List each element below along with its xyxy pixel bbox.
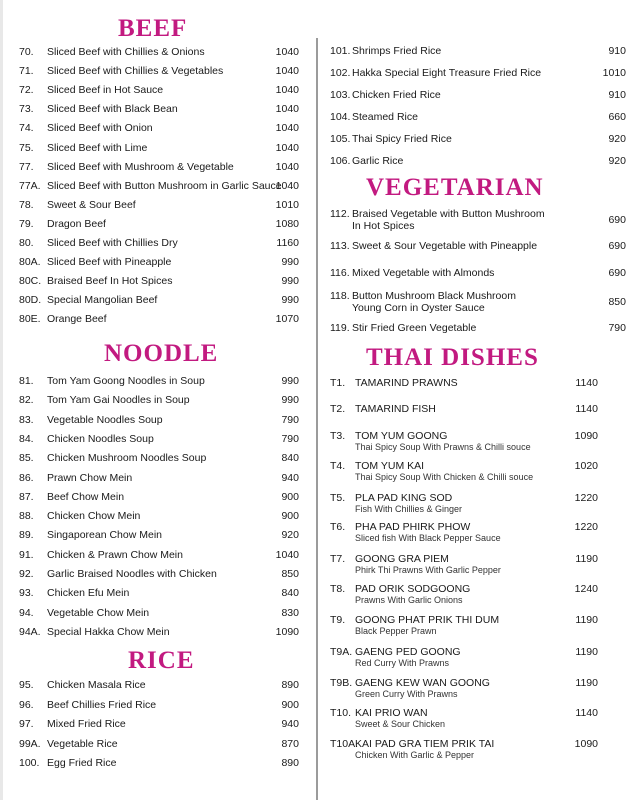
item-price: 1190	[575, 614, 598, 626]
item-number: 97.	[19, 718, 34, 730]
item-name: Hakka Special Eight Treasure Fried Rice	[352, 66, 542, 79]
item-name: Vegetable Rice	[47, 737, 118, 750]
item-number: 93.	[19, 587, 34, 600]
item-name: Beef Chow Mein	[47, 490, 125, 503]
item-number: 88.	[19, 510, 34, 523]
item-description: Sliced fish With Black Pepper Sauce	[355, 533, 501, 543]
item-name: Chicken Mushroom Noodles Soup	[47, 452, 207, 465]
item-name: Sliced Beef with Lime	[47, 141, 148, 154]
item-name: Braised Beef In Hot Spices	[47, 275, 173, 288]
item-price: 1140	[575, 707, 598, 719]
item-price: 910	[608, 45, 626, 57]
item-number: T7.	[330, 553, 346, 565]
item-price: 1040	[275, 160, 299, 173]
item-price: 1020	[574, 460, 598, 472]
item-number: 102.	[330, 66, 351, 79]
item-number: 78.	[19, 198, 34, 211]
item-number: T6.	[330, 521, 346, 533]
item-number: 80E.	[19, 313, 41, 326]
item-price: 990	[281, 394, 299, 407]
item-number: 70.	[19, 46, 34, 58]
item-name: Sliced Beef in Hot Sauce	[47, 84, 164, 97]
item-number: 92.	[19, 568, 34, 580]
item-number: 71.	[19, 65, 34, 78]
item-name: TOM YUM GOONG	[355, 430, 448, 442]
item-price: 1090	[275, 625, 299, 638]
item-price: 990	[281, 294, 299, 307]
item-number: 81.	[19, 375, 34, 387]
item-description: Phirk Thi Prawns With Garlic Pepper	[355, 565, 501, 575]
item-name: Special Hakka Chow Mein	[47, 625, 170, 638]
item-name: Chicken & Prawn Chow Mein	[47, 548, 183, 561]
item-price: 1220	[574, 492, 598, 504]
item-number: 79.	[19, 217, 34, 230]
item-price: 990	[281, 375, 299, 387]
item-price: 690	[608, 240, 626, 252]
item-number: 73.	[19, 103, 34, 116]
item-description: Red Curry With Prawns	[355, 658, 450, 668]
item-price: 990	[281, 275, 299, 288]
item-name: Shrimps Fried Rice	[352, 45, 442, 57]
item-price: 790	[281, 432, 299, 445]
item-price: 1190	[575, 646, 598, 658]
item-name: Sliced Beef with Chillies Dry	[47, 237, 178, 249]
item-name: Beef Chillies Fried Rice	[47, 698, 157, 711]
item-price: 690	[608, 214, 626, 226]
item-name-line2: In Hot Spices	[352, 220, 415, 232]
item-number: 101.	[330, 45, 351, 57]
item-number: 94.	[19, 606, 34, 619]
item-price: 790	[281, 413, 299, 426]
item-name: Chicken Chow Mein	[47, 510, 141, 523]
item-price: 1140	[575, 403, 598, 415]
item-number: 113.	[330, 240, 350, 252]
item-name: TAMARIND FISH	[355, 403, 436, 415]
item-name: Orange Beef	[47, 313, 107, 326]
item-price: 1090	[574, 430, 598, 442]
item-name: Sliced Beef with Chillies & Onions	[47, 46, 205, 58]
item-name: KAI PAD GRA TIEM PRIK TAI	[355, 738, 495, 750]
item-description: Prawns With Garlic Onions	[355, 595, 463, 605]
item-number: T8.	[330, 583, 346, 595]
item-price: 1040	[275, 548, 299, 561]
item-price: 1040	[275, 84, 299, 97]
item-name: Garlic Braised Noodles with Chicken	[47, 568, 217, 580]
item-name: Sweet & Sour Vegetable with Pineapple	[352, 240, 538, 252]
item-name: Egg Fried Rice	[47, 757, 117, 769]
item-price: 940	[281, 718, 299, 730]
item-description: Chicken With Garlic & Pepper	[355, 750, 475, 760]
item-price: 1040	[275, 179, 299, 192]
item-name-line2: Young Corn in Oyster Sauce	[352, 302, 485, 314]
item-number: T10.	[330, 707, 352, 719]
item-price: 990	[281, 256, 299, 269]
item-name: Sliced Beef with Pineapple	[47, 256, 172, 269]
item-price: 840	[281, 452, 299, 465]
item-price: 920	[281, 529, 299, 542]
item-name: Dragon Beef	[47, 217, 106, 230]
item-description: Thai Spicy Soup With Chicken & Chilli souce	[355, 472, 534, 482]
item-price: 850	[608, 296, 626, 308]
item-name: Mixed Vegetable with Almonds	[352, 267, 495, 279]
item-name: Chicken Efu Mein	[47, 587, 130, 600]
item-number: 116.	[330, 267, 350, 279]
section-title-thai: THAI DISHES	[366, 344, 539, 371]
item-name: Tom Yam Goong Noodles in Soup	[47, 375, 205, 387]
item-name: Garlic Rice	[352, 154, 404, 167]
item-price: 660	[608, 110, 626, 123]
item-number: 83.	[19, 413, 34, 426]
item-number: T9A.	[330, 646, 353, 658]
item-price: 1040	[275, 141, 299, 154]
item-number: 89.	[19, 529, 34, 542]
item-price: 900	[281, 510, 299, 523]
item-name: Sliced Beef with Black Bean	[47, 103, 178, 116]
item-price: 920	[608, 132, 626, 145]
item-description: Black Pepper Prawn	[355, 626, 437, 636]
item-number: 119.	[330, 322, 350, 334]
item-name: Chicken Masala Rice	[47, 679, 146, 691]
item-description: Fish With Chillies & Ginger	[355, 504, 463, 514]
item-price: 920	[608, 154, 626, 167]
item-number: 86.	[19, 471, 34, 484]
item-price: 1040	[275, 46, 299, 58]
item-number: 75.	[19, 141, 34, 154]
item-number: 84.	[19, 432, 34, 445]
item-price: 1160	[276, 237, 299, 249]
item-name: PHA PAD PHIRK PHOW	[355, 521, 471, 533]
item-price: 900	[281, 698, 299, 711]
item-price: 1240	[574, 583, 598, 595]
item-price: 1010	[602, 66, 626, 79]
item-name: Tom Yam Gai Noodles in Soup	[47, 394, 190, 407]
item-number: T2.	[330, 403, 346, 415]
item-price: 910	[608, 88, 626, 101]
item-name: Chicken Fried Rice	[352, 88, 441, 101]
item-price: 1090	[574, 738, 598, 750]
section-title-beef: BEEF	[118, 15, 188, 42]
item-number: T9.	[330, 614, 346, 626]
item-price: 1220	[574, 521, 598, 533]
item-price: 830	[281, 606, 299, 619]
item-name: Braised Vegetable with Button Mushroom	[352, 208, 545, 220]
item-price: 1080	[275, 217, 299, 230]
item-number: 85.	[19, 452, 34, 465]
item-price: 900	[281, 490, 299, 503]
item-price: 690	[608, 267, 626, 279]
item-number: 106.	[330, 154, 351, 167]
item-number: 77.	[19, 160, 34, 173]
item-number: T9B.	[330, 677, 353, 689]
item-name: Thai Spicy Fried Rice	[352, 132, 452, 145]
item-price: 1040	[275, 103, 299, 116]
item-price: 840	[281, 587, 299, 600]
item-number: 118.	[330, 290, 350, 302]
item-price: 1190	[575, 677, 598, 689]
item-number: T5.	[330, 492, 346, 504]
item-number: 99A.	[19, 737, 41, 750]
item-price: 940	[281, 471, 299, 484]
item-name: GAENG PED GOONG	[355, 646, 461, 658]
item-description: Thai Spicy Soup With Prawns & Chilli souce	[355, 442, 531, 452]
item-price: 890	[281, 679, 299, 691]
item-name: Chicken Noodles Soup	[47, 432, 154, 445]
item-name: Sliced Beef with Mushroom & Vegetable	[47, 160, 234, 173]
item-number: 103.	[330, 88, 351, 101]
item-price: 1040	[275, 65, 299, 78]
item-name: Prawn Chow Mein	[47, 471, 133, 484]
item-price: 890	[281, 757, 299, 769]
item-number: 95.	[19, 679, 34, 691]
item-name: TAMARIND PRAWNS	[355, 377, 458, 389]
item-name: PLA PAD KING SOD	[355, 492, 453, 504]
item-number: T3.	[330, 430, 346, 442]
item-number: 80D.	[19, 294, 42, 307]
item-name: Sliced Beef with Button Mushroom in Garlic Sauce	[47, 179, 282, 192]
item-name: Singaporean Chow Mein	[47, 529, 162, 542]
item-name: Sweet & Sour Beef	[47, 198, 136, 211]
section-title-noodle: NOODLE	[104, 340, 219, 367]
item-description: Green Curry With Prawns	[355, 689, 458, 699]
item-name: Vegetable Noodles Soup	[47, 413, 163, 426]
item-number: 105.	[330, 132, 351, 145]
item-number: 80.	[19, 237, 34, 249]
item-name: Special Mangolian Beef	[47, 294, 158, 307]
section-title-vegetarian: VEGETARIAN	[366, 174, 544, 201]
item-name: TOM YUM KAI	[355, 460, 425, 472]
item-price: 1140	[575, 377, 598, 389]
item-name: KAI PRIO WAN	[355, 707, 428, 719]
item-name: Vegetable Chow Mein	[47, 606, 150, 619]
item-number: 80C.	[19, 275, 42, 288]
column-divider	[316, 38, 318, 800]
item-number: 72.	[19, 84, 34, 97]
item-name: Steamed Rice	[352, 110, 418, 123]
item-price: 1190	[575, 553, 598, 565]
item-name: Stir Fried Green Vegetable	[352, 322, 477, 334]
item-price: 1010	[275, 198, 299, 211]
item-number: 112.	[330, 208, 350, 220]
item-name: GAENG KEW WAN GOONG	[355, 677, 490, 689]
item-number: 82.	[19, 394, 34, 407]
page-edge	[0, 0, 3, 800]
item-number: 96.	[19, 698, 34, 711]
item-name: PAD ORIK SODGOONG	[355, 583, 471, 595]
item-price: 1040	[275, 122, 299, 135]
item-name: GOONG PHAT PRIK THI DUM	[355, 614, 500, 626]
item-number: 91.	[19, 548, 34, 561]
item-name: Button Mushroom Black Mushroom	[352, 290, 516, 302]
item-number: T4.	[330, 460, 346, 472]
item-price: 790	[608, 322, 626, 334]
item-number: T10A.	[330, 738, 359, 750]
item-number: 87.	[19, 490, 34, 503]
item-name: GOONG GRA PIEM	[355, 553, 449, 565]
item-price: 870	[281, 737, 299, 750]
item-number: 77A.	[19, 179, 41, 192]
item-number: 100.	[19, 757, 40, 769]
item-name: Sliced Beef with Chillies & Vegetables	[47, 65, 224, 78]
item-price: 1070	[275, 313, 299, 326]
item-number: 80A.	[19, 256, 41, 269]
item-number: 74.	[19, 122, 34, 135]
item-price: 850	[281, 568, 299, 580]
item-number: 94A.	[19, 625, 41, 638]
item-number: T1.	[330, 377, 346, 389]
item-name: Sliced Beef with Onion	[47, 122, 153, 135]
section-title-rice: RICE	[128, 647, 195, 674]
item-name: Mixed Fried Rice	[47, 718, 126, 730]
item-description: Sweet & Sour Chicken	[355, 719, 446, 729]
item-number: 104.	[330, 110, 351, 123]
